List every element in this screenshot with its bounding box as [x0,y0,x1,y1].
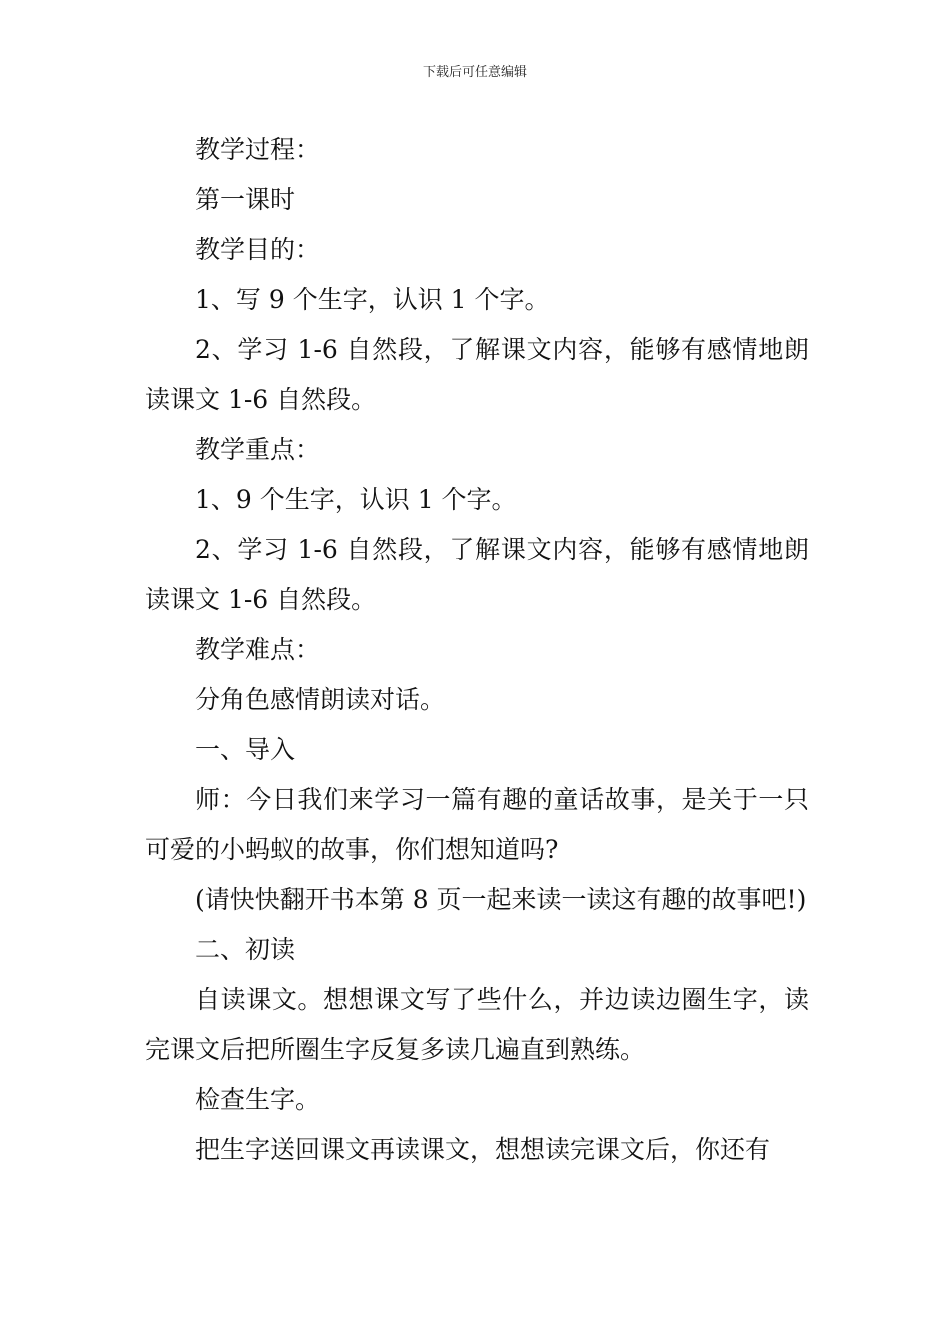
section-introduction: 一、导入 [195,735,296,764]
teacher-intro-text: 师：今日我们来学习一篇有趣的童话故事，是关于一只可爱的小蚂蚁的故事，你们想知道吗? [145,785,809,864]
heading-difficulty: 教学难点： [195,635,321,664]
heading-teaching-goals: 教学目的： [195,235,321,264]
key-point-1: 1、9 个生字，认识 1 个字。 [195,485,517,514]
reread-text: 把生字送回课文再读课文，想想读完课文后，你还有 [195,1135,771,1164]
check-characters: 检查生字。 [195,1085,321,1114]
heading-teaching-process: 教学过程： [195,135,321,164]
goal-item-1: 1、写 9 个生字，认识 1 个字。 [195,285,550,314]
self-reading-text: 自读课文。想想课文写了些什么，并边读边圈生字，读完课文后把所圈生字反复多读几遍直到熟练。 [145,985,809,1064]
heading-key-points: 教学重点： [195,435,321,464]
page-header: 下载后可任意编辑 [422,65,527,80]
open-book-instruction: (请快快翻开书本第 8 页一起来读一读这有趣的故事吧!) [195,885,807,914]
section-first-reading: 二、初读 [195,935,296,964]
goal-item-2: 2、学习 1-6 自然段，了解课文内容，能够有感情地朗读课文 1-6 自然段。 [145,335,809,414]
difficulty-text: 分角色感情朗读对话。 [195,685,446,714]
key-point-2: 2、学习 1-6 自然段，了解课文内容，能够有感情地朗读课文 1-6 自然段。 [145,535,809,614]
document-body [145,125,809,1175]
lesson-title: 第一课时 [195,185,296,214]
